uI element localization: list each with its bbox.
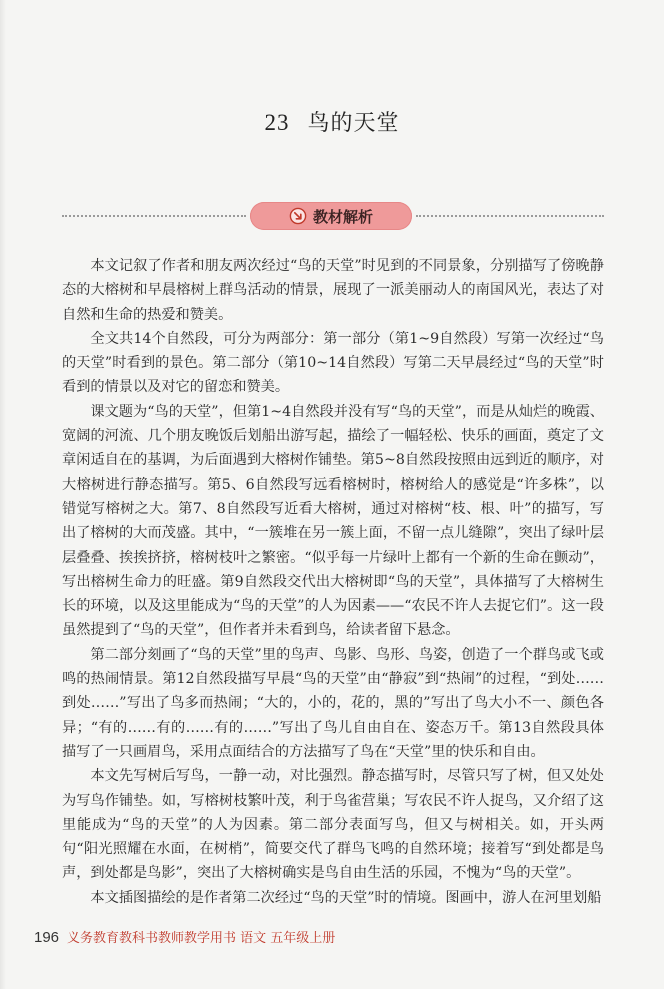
dotted-divider-right: [416, 215, 604, 217]
analysis-body: [62, 254, 604, 910]
lesson-title-text: 鸟的天堂: [307, 111, 400, 136]
page-binding-shadow: [0, 0, 6, 989]
paragraph: 全文共14个自然段，可分为两部分：第一部分（第1~9自然段）写第一次经过“鸟的天堂”时看到的景色。第二部分（第10~14自然段）写第二天早晨经过“鸟的天堂”时看到的情景以及对它的留恋和赞美。: [62, 330, 604, 396]
dotted-divider-left: [62, 215, 246, 217]
page-footer: [34, 927, 335, 946]
paragraph: 第二部分刻画了“鸟的天堂”里的鸟声、鸟影、鸟形、鸟姿，创造了一个群鸟或飞或鸣的热闹情景。第12自然段描写早晨“鸟的天堂”由“静寂”到“热闹”的过程，“到处……到处……”写出了鸟多而热闹；“大的，小的，花的，黑的”写出了鸟大小不一、颜色各异；“有的……有的……有的……”写出了鸟儿自由自在、姿态万千。第13自然段具体描写了一只画眉鸟，采用点面结合的方法描写了鸟在“天堂”里的快乐和自由。: [62, 646, 604, 760]
lesson-title: [0, 106, 664, 137]
book-title: 义务教育教科书教师教学用书 语文 五年级上册: [67, 931, 336, 946]
paragraph: 本文插图描绘的是作者第二次经过“鸟的天堂”时的情境。图画中，游人在河里划船: [90, 889, 602, 906]
section-label: 教材解析: [312, 207, 373, 226]
paragraph: 本文先写树后写鸟，一静一动，对比强烈。静态描写时，尽管只写了树，但又处处为写鸟作铺垫。如，写榕树枝繁叶茂，利于鸟雀营巢；写农民不许人捉鸟，又介绍了这里能成为“鸟的天堂”的人为因素。第二部分表面写鸟，但又与树相关。如，开头两句“阳光照耀在水面，在树梢”，简要交代了群鸟飞鸣的自然环境；接着写“到处都是鸟声，到处都是鸟影”，突出了大榕树确实是鸟自由生活的乐园，不愧为“鸟的天堂”。: [62, 768, 604, 882]
paragraph: 课文题为“鸟的天堂”，但第1~4自然段并没有写“鸟的天堂”，而是从灿烂的晚霞、宽阔的河流、几个朋友晚饭后划船出游写起，描绘了一幅轻松、快乐的画面，奠定了文章闲适自在的基调，为后面遇到大榕树作铺垫。第5~8自然段按照由远到近的顺序，对大榕树进行静态描写。第5、6自然段写远看榕树时，榕树给人的感觉是“许多株”，以错觉写榕树之大。第7、8自然段写近看大榕树，通过对榕树“枝、根、叶”的描写，写出了榕树的大而茂盛。其中，“一簇堆在另一簇上面，不留一点儿缝隙”，突出了绿叶层层叠叠、挨挨挤挤，榕树枝叶之繁密。“似乎每一片绿叶上都有一个新的生命在颤动”，写出榕树生命力的旺盛。第9自然段交代出大榕树即“鸟的天堂”，具体描写了大榕树生长的环境，以及这里能成为“鸟的天堂”的人为因素——“农民不许人去捉它们”。这一段虽然提到了“鸟的天堂”，但作者并未看到鸟，给读者留下悬念。: [62, 403, 604, 639]
section-badge: [250, 202, 412, 230]
arrow-down-right-circle-icon: [289, 207, 307, 225]
paragraph: 本文记叙了作者和朋友两次经过“鸟的天堂”时见到的不同景象，分别描写了傍晚静态的大榕树和早晨榕树上群鸟活动的情景，展现了一派美丽动人的南国风光，表达了对自然和生命的热爱和赞美。: [62, 258, 604, 323]
section-header: [62, 202, 604, 230]
page-number: 196: [34, 929, 60, 946]
lesson-number: 23: [264, 110, 290, 135]
